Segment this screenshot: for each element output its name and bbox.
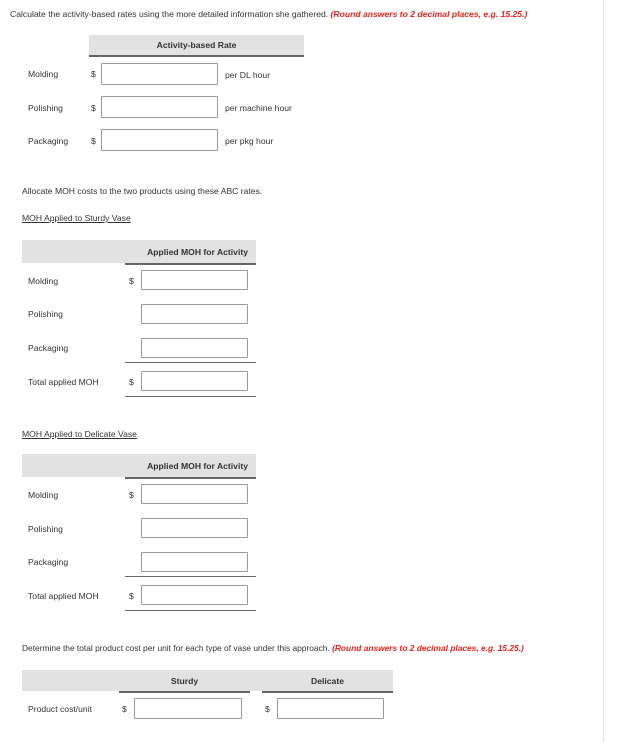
rate-row-packaging-currency: $ — [91, 136, 96, 146]
sturdy-row-molding-label: Molding — [28, 276, 59, 286]
sturdy-applied-header: Applied MOH for Activity — [22, 240, 256, 263]
rate-row-molding-label: Molding — [28, 69, 59, 79]
delicate-section-title: MOH Applied to Delicate Vase — [22, 429, 137, 439]
rate-row-molding-currency: $ — [91, 69, 96, 79]
sturdy-subtotal-rule — [125, 362, 256, 363]
sturdy-header-rule — [125, 263, 256, 265]
delicate-polishing-input[interactable] — [141, 518, 248, 538]
delicate-packaging-input[interactable] — [141, 552, 248, 572]
delicate-molding-input[interactable] — [141, 484, 248, 504]
rates-rounding-hint: (Round answers to 2 decimal places, e.g. 15.25.) — [330, 9, 528, 19]
sturdy-row-molding-currency: $ — [129, 276, 134, 286]
delicate-total-input[interactable] — [141, 585, 248, 605]
rate-row-polishing-label: Polishing — [28, 103, 63, 113]
sturdy-column-header-rule — [119, 691, 250, 693]
molding-rate-input[interactable] — [101, 63, 218, 85]
product-cost-row-label: Product cost/unit — [28, 704, 93, 714]
rate-row-polishing-currency: $ — [91, 103, 96, 113]
sturdy-packaging-input[interactable] — [141, 338, 248, 358]
sturdy-row-total-label: Total applied MOH — [28, 377, 99, 387]
delicate-row-polishing-label: Polishing — [28, 524, 63, 534]
sturdy-cost-currency: $ — [122, 704, 127, 714]
delicate-subtotal-rule — [125, 576, 256, 577]
polishing-rate-unit: per machine hour — [225, 103, 292, 113]
delicate-row-total-label: Total applied MOH — [28, 591, 99, 601]
molding-rate-unit: per DL hour — [225, 70, 271, 80]
sturdy-product-cost-input[interactable] — [134, 698, 242, 719]
sturdy-total-input[interactable] — [141, 371, 248, 391]
sturdy-section-title: MOH Applied to Sturdy Vase — [22, 213, 131, 223]
sturdy-column-header: Sturdy — [170, 675, 199, 686]
delicate-column-header: Delicate — [311, 675, 344, 686]
delicate-cost-currency: $ — [265, 704, 270, 714]
delicate-row-packaging-label: Packaging — [28, 557, 69, 567]
sturdy-polishing-input[interactable] — [141, 304, 248, 324]
delicate-row-molding-currency: $ — [129, 490, 134, 500]
packaging-rate-input[interactable] — [101, 129, 218, 151]
product-cost-instruction — [22, 643, 524, 653]
rates-instruction — [10, 9, 527, 19]
allocate-instruction: Allocate MOH costs to the two products using these ABC rates. — [22, 186, 263, 196]
sturdy-total-rule — [125, 396, 256, 397]
rates-instruction-text: Calculate the activity-based rates using the more detailed information she gathered. — [10, 9, 329, 19]
delicate-column-header-rule — [262, 691, 393, 693]
product-cost-instruction-text: Determine the total product cost per unit for each type of vase under this approach. — [22, 643, 330, 653]
rate-row-packaging-label: Packaging — [28, 136, 69, 146]
delicate-applied-header: Applied MOH for Activity — [22, 454, 256, 477]
delicate-product-cost-input[interactable] — [277, 698, 384, 719]
packaging-rate-unit: per pkg hour — [225, 136, 274, 146]
activity-rate-header-rule — [89, 55, 304, 57]
sturdy-row-total-currency: $ — [129, 377, 134, 387]
delicate-row-molding-label: Molding — [28, 490, 59, 500]
product-cost-rounding-hint: (Round answers to 2 decimal places, e.g. 15.25.) — [332, 643, 524, 653]
delicate-header-rule — [125, 477, 256, 479]
sturdy-row-packaging-label: Packaging — [28, 343, 69, 353]
sturdy-row-polishing-label: Polishing — [28, 309, 63, 319]
activity-rate-header: Activity-based Rate — [89, 35, 304, 55]
delicate-row-total-currency: $ — [129, 591, 134, 601]
delicate-total-rule — [125, 610, 256, 611]
polishing-rate-input[interactable] — [101, 96, 218, 118]
sturdy-molding-input[interactable] — [141, 270, 248, 290]
